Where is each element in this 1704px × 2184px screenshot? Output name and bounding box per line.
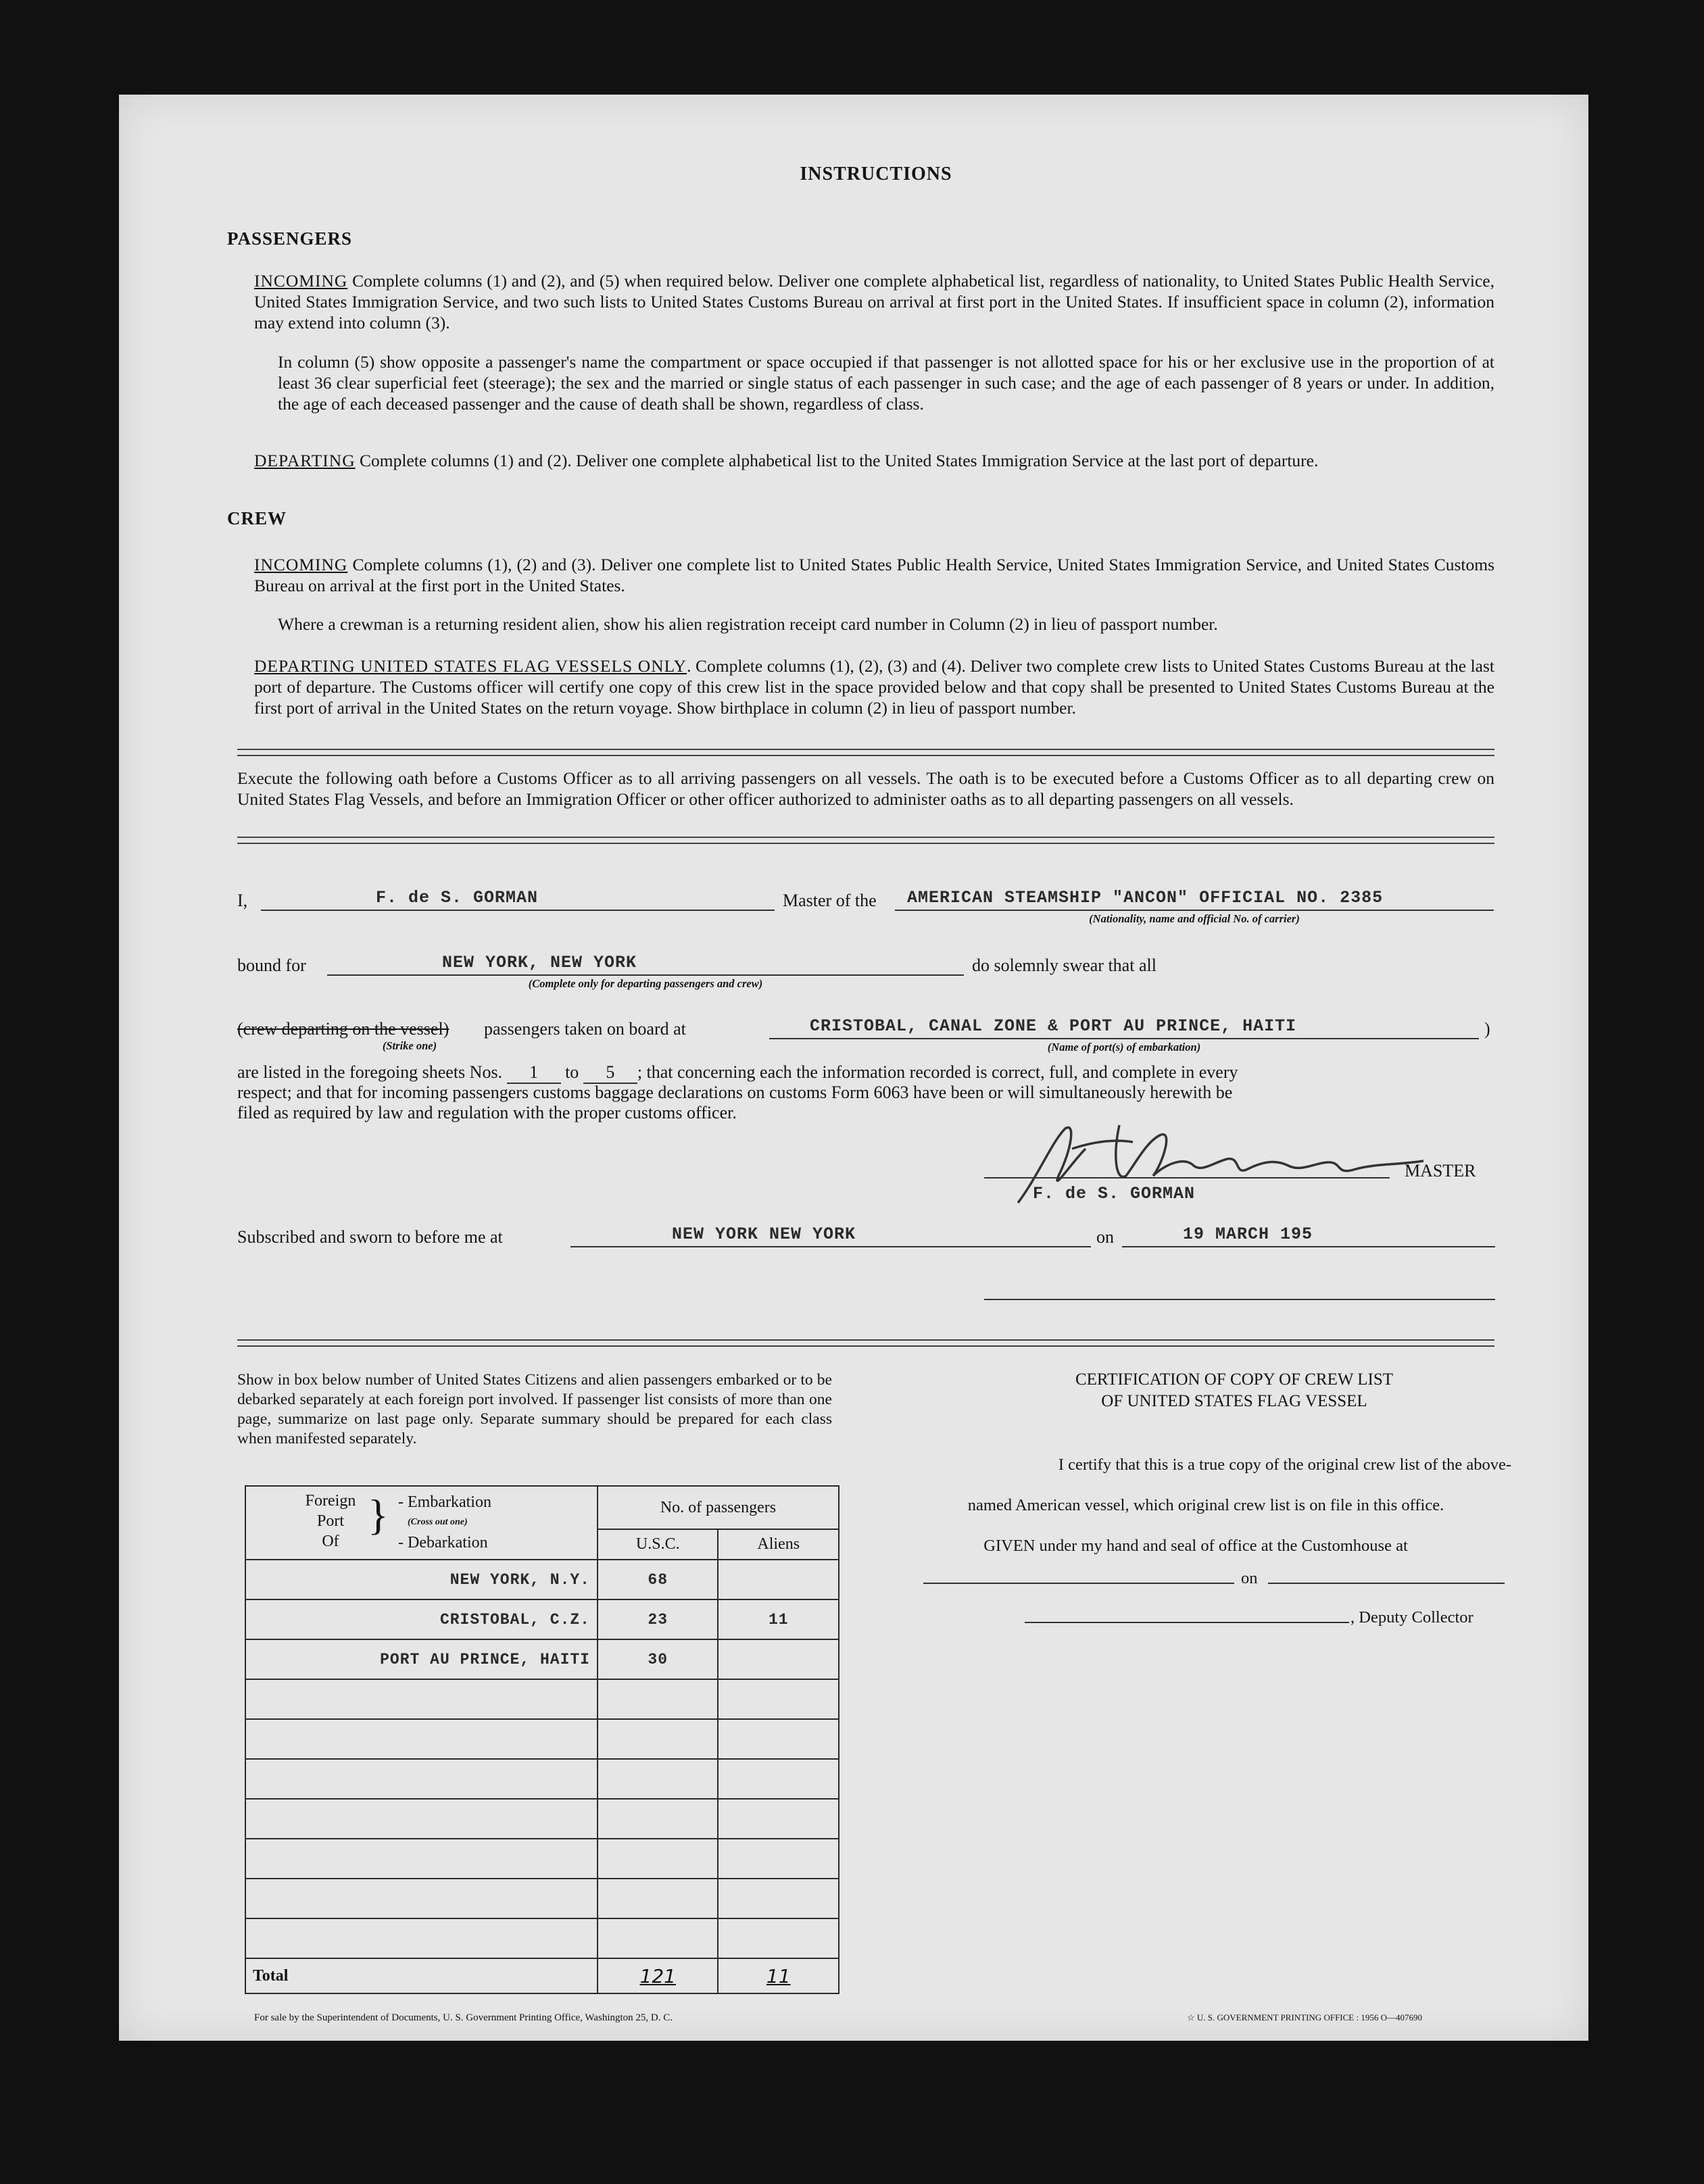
passengers-incoming-label: INCOMING: [254, 271, 348, 291]
master-name-field[interactable]: [261, 887, 775, 911]
sheet-to-value: 5: [606, 1062, 615, 1082]
usc-header: U.S.C.: [598, 1529, 719, 1560]
total-aliens: 11: [766, 1964, 791, 1987]
ports-field[interactable]: [769, 1015, 1479, 1039]
aliens-cell[interactable]: [718, 1560, 839, 1599]
crew-departing-text: . Complete columns (1), (2), (3) and (4). Deliver two complete crew lists to United States Customs Bureau at the last port of departure. The Customs officer will certify one copy of this crew list in the space provided below and that copy shall be presented to United States Customs Bureau at the first port of arrival in the United States on the return voyage. Show birthplace in column (2) in lieu of passport number.: [254, 656, 1494, 718]
divider: [237, 837, 1494, 844]
total-label-cell: [245, 1958, 598, 1993]
table-row: [245, 1839, 839, 1879]
cross-out-caption: (Cross out one): [408, 1517, 468, 1527]
certification-line3: GIVEN under my hand and seal of office at the Customhouse at: [983, 1537, 1408, 1555]
table-row: [245, 1560, 839, 1599]
ports-close-paren: ): [1484, 1019, 1490, 1039]
sworn-place-value: NEW YORK NEW YORK: [672, 1224, 856, 1244]
aliens-cell[interactable]: [718, 1599, 839, 1639]
usc-cell-value: 23: [648, 1611, 668, 1629]
table-row: [245, 1918, 839, 1958]
crew-departing-paragraph: [254, 655, 1494, 718]
master-label: MASTER: [1405, 1161, 1476, 1181]
passengers-departing-text: Complete columns (1) and (2). Deliver one complete alphabetical list to the United States Immigration Service at the last port of departure.: [360, 451, 1319, 470]
usc-cell[interactable]: [598, 1918, 719, 1958]
vessel-value: AMERICAN STEAMSHIP "ANCON" OFFICIAL NO. 2385: [907, 888, 1384, 908]
passengers-incoming-paragraph: [254, 270, 1494, 333]
debarkation-label: - Debarkation: [398, 1534, 488, 1552]
crew-resident-paragraph: Where a crewman is a returning resident alien, show his alien registration receipt card number in Column (2) in lieu of passport number.: [278, 614, 1218, 634]
listed-line-3: filed as required by law and regulation with the proper customs officer.: [237, 1103, 737, 1122]
officer-signature-line[interactable]: [984, 1297, 1495, 1300]
certification-line1: I certify that this is a true copy of the original crew list of the above-: [1058, 1456, 1511, 1474]
ports-value: CRISTOBAL, CANAL ZONE & PORT AU PRINCE, HAITI: [810, 1016, 1297, 1036]
table-header-row: [245, 1486, 839, 1529]
usc-cell[interactable]: [598, 1759, 719, 1799]
aliens-cell[interactable]: [718, 1918, 839, 1958]
port-cell[interactable]: [245, 1639, 598, 1679]
certification-title: [971, 1369, 1498, 1412]
table-row: [245, 1639, 839, 1679]
certification-line2: named American vessel, which original crew list is on file in this office.: [967, 1496, 1444, 1514]
port-cell[interactable]: [245, 1918, 598, 1958]
table-row: [245, 1719, 839, 1759]
listed-post: ; that concerning each the information recorded is correct, full, and complete in every: [637, 1062, 1238, 1082]
to-label: to: [565, 1062, 579, 1082]
port-cell[interactable]: [245, 1679, 598, 1719]
divider: [237, 1339, 1494, 1347]
total-usc: 121: [639, 1964, 676, 1987]
total-label: Total: [253, 1966, 289, 1985]
port-cell[interactable]: [245, 1879, 598, 1918]
sheet-from-value: 1: [529, 1062, 539, 1082]
certification-title-line1: CERTIFICATION OF COPY OF CREW LIST: [1075, 1370, 1394, 1389]
sheet-to-field[interactable]: [583, 1062, 637, 1084]
embark-debark-labels: [398, 1492, 491, 1553]
subscribed-label: Subscribed and sworn to before me at: [237, 1227, 503, 1247]
table-row: [245, 1799, 839, 1839]
bound-caption: (Complete only for departing passengers and crew): [528, 977, 763, 990]
bound-for-value: NEW YORK, NEW YORK: [442, 953, 637, 972]
deputy-collector-label: , Deputy Collector: [1350, 1608, 1474, 1627]
crew-incoming-text: Complete columns (1), (2) and (3). Deliver one complete list to United States Public Health Service, United States Immigration Service, and United States Customs Bureau on arrival at the first port in the United States.: [254, 555, 1495, 595]
port-label: Port: [316, 1512, 344, 1530]
customhouse-field[interactable]: [923, 1581, 1234, 1584]
crew-incoming-paragraph: [254, 554, 1494, 596]
deputy-collector-field[interactable]: [1025, 1620, 1349, 1623]
total-usc-cell[interactable]: [598, 1958, 719, 1993]
usc-cell[interactable]: [598, 1799, 719, 1839]
usc-cell-value: 68: [648, 1571, 668, 1589]
port-cell-value: CRISTOBAL, C.Z.: [439, 1611, 590, 1629]
aliens-cell[interactable]: [718, 1639, 839, 1679]
of-label: Of: [322, 1533, 339, 1550]
passengers-departing-paragraph: [254, 450, 1494, 471]
no-of-passengers-header: No. of passengers: [598, 1486, 839, 1529]
port-header-cell: [245, 1486, 598, 1560]
usc-cell[interactable]: [598, 1560, 719, 1599]
port-cell[interactable]: [245, 1759, 598, 1799]
foreign-label: Foreign: [305, 1492, 356, 1510]
swear-text: do solemnly swear that all: [972, 956, 1157, 975]
brace-icon: }: [368, 1491, 389, 1539]
aliens-cell[interactable]: [718, 1679, 839, 1719]
port-cell[interactable]: [245, 1599, 598, 1639]
passengers-taken-label: passengers taken on board at: [484, 1019, 686, 1039]
passengers-heading: PASSENGERS: [227, 228, 353, 249]
divider: [237, 749, 1494, 756]
form-sheet: [119, 95, 1588, 2041]
port-cell-value: PORT AU PRINCE, HAITI: [380, 1651, 590, 1668]
aliens-cell[interactable]: [718, 1799, 839, 1839]
crew-incoming-label: INCOMING: [254, 555, 348, 574]
crew-departing-label: DEPARTING UNITED STATES FLAG VESSELS ONLY: [254, 656, 687, 676]
usc-cell[interactable]: [598, 1839, 719, 1879]
signer-name: F. de S. GORMAN: [1033, 1184, 1196, 1203]
master-signature-line: [984, 1176, 1390, 1178]
sworn-date-field[interactable]: [1122, 1223, 1495, 1247]
sworn-on-label: on: [1096, 1227, 1114, 1247]
bound-for-label: bound for: [237, 956, 306, 975]
oath-i-label: I,: [237, 891, 248, 910]
aliens-cell-value: 11: [768, 1611, 789, 1629]
vessel-caption: (Nationality, name and official No. of carrier): [1089, 912, 1300, 925]
usc-cell[interactable]: [598, 1639, 719, 1679]
usc-cell[interactable]: [598, 1879, 719, 1918]
vessel-field[interactable]: [895, 887, 1494, 911]
bound-for-field[interactable]: [327, 951, 964, 976]
table-row: [245, 1679, 839, 1719]
certification-date-field[interactable]: [1268, 1581, 1505, 1584]
aliens-cell[interactable]: [718, 1839, 839, 1879]
column5-paragraph: In column (5) show opposite a passenger's name the compartment or space occupied if that passenger is not allotted space for his or her exclusive use in the proportion of at least 36 clear superficial feet (steerage); the sex and the married or single status of each passenger in such case; and the age of each passenger of 8 years or under. In addition, the age of each deceased passenger and the cause of death shall be shown, regardless of class.: [278, 352, 1494, 414]
usc-cell[interactable]: [598, 1679, 719, 1719]
certification-title-line2: OF UNITED STATES FLAG VESSEL: [1101, 1392, 1367, 1410]
usc-cell[interactable]: [598, 1599, 719, 1639]
oath-instruction: Execute the following oath before a Customs Officer as to all arriving passengers on all vessels. The oath is to be executed before a Customs Officer as to all departing crew on United States Flag Vessels, and before an Immigration Officer or other officer authorized to administer oaths as to all departing passengers on all vessels.: [237, 768, 1494, 809]
listed-pre: are listed in the foregoing sheets Nos.: [237, 1062, 503, 1082]
passenger-summary-table: [245, 1485, 839, 1994]
footer-left: For sale by the Superintendent of Documents, U. S. Government Printing Office, Washington 25, D. C.: [254, 2012, 673, 2023]
sheet-from-field[interactable]: [507, 1062, 561, 1084]
strike-caption: (Strike one): [382, 1039, 437, 1052]
master-of-label: Master of the: [783, 891, 877, 910]
foreign-port-of-label: [293, 1491, 368, 1552]
port-cell[interactable]: [245, 1560, 598, 1599]
embarkation-label: - Embarkation: [398, 1493, 491, 1511]
listed-line-2: respect; and that for incoming passengers customs baggage declarations on customs Form 6063 have been or will simultaneously herewith be: [237, 1083, 1233, 1102]
table-row: [245, 1759, 839, 1799]
footer-right: ☆ U. S. GOVERNMENT PRINTING OFFICE : 1956 O—407690: [1187, 2012, 1422, 2022]
certification-on-label: on: [1241, 1569, 1258, 1587]
aliens-cell[interactable]: [718, 1879, 839, 1918]
sworn-place-field[interactable]: [570, 1223, 1091, 1247]
summary-instruction: Show in box below number of United States Citizens and alien passengers embarked or to be debarked separately at each foreign port involved. If passenger list consists of more than one page, summarize on last page only. Separate summary should be prepared for each class when manifested separately.: [237, 1371, 832, 1447]
port-cell[interactable]: [245, 1839, 598, 1879]
usc-cell[interactable]: [598, 1719, 719, 1759]
crew-departing-struck: (crew departing on the vessel): [237, 1019, 449, 1039]
aliens-header: Aliens: [718, 1529, 839, 1560]
port-cell[interactable]: [245, 1719, 598, 1759]
total-row: [245, 1958, 839, 1993]
port-cell-value: NEW YORK, N.Y.: [449, 1571, 590, 1589]
table-row: [245, 1599, 839, 1639]
aliens-cell[interactable]: [718, 1719, 839, 1759]
sheets-line: [237, 1062, 1238, 1084]
passengers-incoming-text: Complete columns (1) and (2), and (5) when required below. Deliver one complete alphabetical list, regardless of nationality, to United States Public Health Service, United States Immigration Service, and two such lists to United States Customs Bureau on arrival at first port in the United States. If insufficient space in column (2), information may extend into column (3).: [254, 271, 1495, 332]
usc-cell-value: 30: [648, 1651, 668, 1668]
table-row: [245, 1879, 839, 1918]
aliens-cell[interactable]: [718, 1759, 839, 1799]
ports-caption: (Name of port(s) of embarkation): [1047, 1041, 1201, 1053]
sworn-date-value: 19 MARCH 195: [1183, 1224, 1313, 1244]
master-name-value: F. de S. GORMAN: [376, 888, 539, 908]
crew-heading: CREW: [227, 508, 287, 528]
port-cell[interactable]: [245, 1799, 598, 1839]
total-aliens-cell[interactable]: [718, 1958, 839, 1993]
page-title: INSTRUCTIONS: [800, 164, 952, 184]
passengers-departing-label: DEPARTING: [254, 451, 356, 470]
